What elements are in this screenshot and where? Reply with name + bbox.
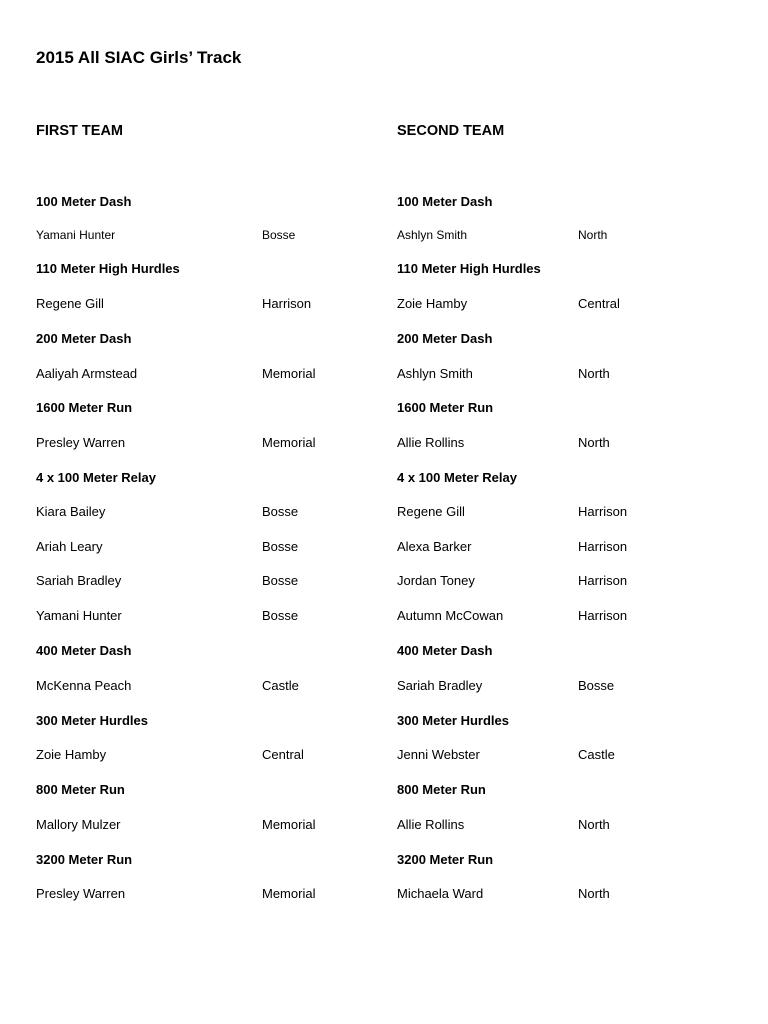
first-team-event: 3200 Meter Run	[36, 852, 133, 867]
event-row	[0, 641, 768, 661]
athlete-row	[0, 537, 768, 557]
second-team-event: 800 Meter Run	[397, 782, 486, 797]
second-team-event: 100 Meter Dash	[397, 194, 493, 209]
athlete-row	[0, 815, 768, 835]
first-team-athlete-name: Yamani Hunter	[36, 608, 122, 623]
first-team-athlete-name: Presley Warren	[36, 435, 126, 450]
first-team-event: 110 Meter High Hurdles	[36, 261, 180, 276]
event-row	[0, 398, 768, 418]
event-row	[0, 329, 768, 349]
first-team-school: Castle	[262, 678, 299, 693]
first-team-school: Central	[262, 747, 304, 762]
athlete-row	[0, 294, 768, 314]
second-team-school: Harrison	[578, 573, 628, 588]
first-team-school: Memorial	[262, 817, 316, 832]
second-team-school: Harrison	[578, 539, 628, 554]
event-row	[0, 192, 768, 212]
athlete-row	[0, 884, 768, 904]
second-team-athlete-name: Jenni Webster	[397, 747, 480, 762]
event-row	[0, 468, 768, 488]
second-team-athlete-name: Michaela Ward	[397, 886, 484, 901]
first-team-event: 300 Meter Hurdles	[36, 713, 148, 728]
athlete-row	[0, 676, 768, 696]
second-team-event: 110 Meter High Hurdles	[397, 261, 541, 276]
first-team-athlete-name: McKenna Peach	[36, 678, 132, 693]
second-team-athlete-name: Ashlyn Smith	[397, 366, 473, 381]
second-team-athlete-name: Sariah Bradley	[397, 678, 483, 693]
second-team-school: North	[578, 366, 610, 381]
second-team-athlete-name: Allie Rollins	[397, 817, 465, 832]
second-team-event: 200 Meter Dash	[397, 331, 493, 346]
second-team-school: Central	[578, 296, 620, 311]
first-team-school: Bosse	[262, 539, 299, 554]
second-team-school: North	[578, 886, 610, 901]
athlete-row	[0, 745, 768, 765]
first-team-athlete-name: Mallory Mulzer	[36, 817, 121, 832]
second-team-heading: SECOND TEAM	[397, 123, 505, 139]
second-team-event: 1600 Meter Run	[397, 400, 494, 415]
second-team-event: 3200 Meter Run	[397, 852, 494, 867]
second-team-athlete-name: Jordan Toney	[397, 573, 475, 588]
second-team-school: North	[578, 228, 608, 242]
second-team-school: North	[578, 435, 610, 450]
second-team-athlete-name: Allie Rollins	[397, 435, 465, 450]
first-team-school: Bosse	[262, 573, 299, 588]
first-team-athlete-name: Regene Gill	[36, 296, 104, 311]
first-team-school: Bosse	[262, 608, 299, 623]
first-team-event: 400 Meter Dash	[36, 643, 132, 658]
first-team-school: Bosse	[262, 504, 299, 519]
second-team-event: 300 Meter Hurdles	[397, 713, 509, 728]
first-team-event: 200 Meter Dash	[36, 331, 132, 346]
first-team-school: Memorial	[262, 366, 316, 381]
athlete-row	[0, 433, 768, 453]
first-team-athlete-name: Ariah Leary	[36, 539, 103, 554]
first-team-athlete-name: Yamani Hunter	[36, 228, 116, 242]
first-team-school: Memorial	[262, 886, 316, 901]
second-team-athlete-name: Zoie Hamby	[397, 296, 468, 311]
event-row	[0, 711, 768, 731]
first-team-school: Harrison	[262, 296, 312, 311]
second-team-athlete-name: Regene Gill	[397, 504, 465, 519]
second-team-school: Harrison	[578, 608, 628, 623]
first-team-athlete-name: Sariah Bradley	[36, 573, 122, 588]
second-team-school: Harrison	[578, 504, 628, 519]
first-team-athlete-name: Kiara Bailey	[36, 504, 106, 519]
second-team-event: 400 Meter Dash	[397, 643, 493, 658]
first-team-school: Bosse	[262, 228, 296, 242]
athlete-row	[0, 502, 768, 522]
first-team-event: 4 x 100 Meter Relay	[36, 470, 156, 485]
first-team-heading: FIRST TEAM	[36, 123, 123, 139]
second-team-athlete-name: Ashlyn Smith	[397, 228, 468, 242]
second-team-school: Castle	[578, 747, 615, 762]
page-title: 2015 All SIAC Girls’ Track	[36, 48, 242, 67]
first-team-event: 1600 Meter Run	[36, 400, 133, 415]
second-team-athlete-name: Autumn McCowan	[397, 608, 504, 623]
first-team-athlete-name: Aaliyah Armstead	[36, 366, 138, 381]
event-row	[0, 850, 768, 870]
first-team-athlete-name: Zoie Hamby	[36, 747, 107, 762]
second-team-school: North	[578, 817, 610, 832]
first-team-event: 800 Meter Run	[36, 782, 125, 797]
first-team-event: 100 Meter Dash	[36, 194, 132, 209]
event-row	[0, 259, 768, 279]
second-team-school: Bosse	[578, 678, 615, 693]
second-team-athlete-name: Alexa Barker	[397, 539, 472, 554]
first-team-athlete-name: Presley Warren	[36, 886, 126, 901]
athlete-row	[0, 571, 768, 591]
second-team-event: 4 x 100 Meter Relay	[397, 470, 517, 485]
athlete-row	[0, 225, 768, 245]
first-team-school: Memorial	[262, 435, 316, 450]
event-row	[0, 780, 768, 800]
athlete-row	[0, 606, 768, 626]
athlete-row	[0, 364, 768, 384]
